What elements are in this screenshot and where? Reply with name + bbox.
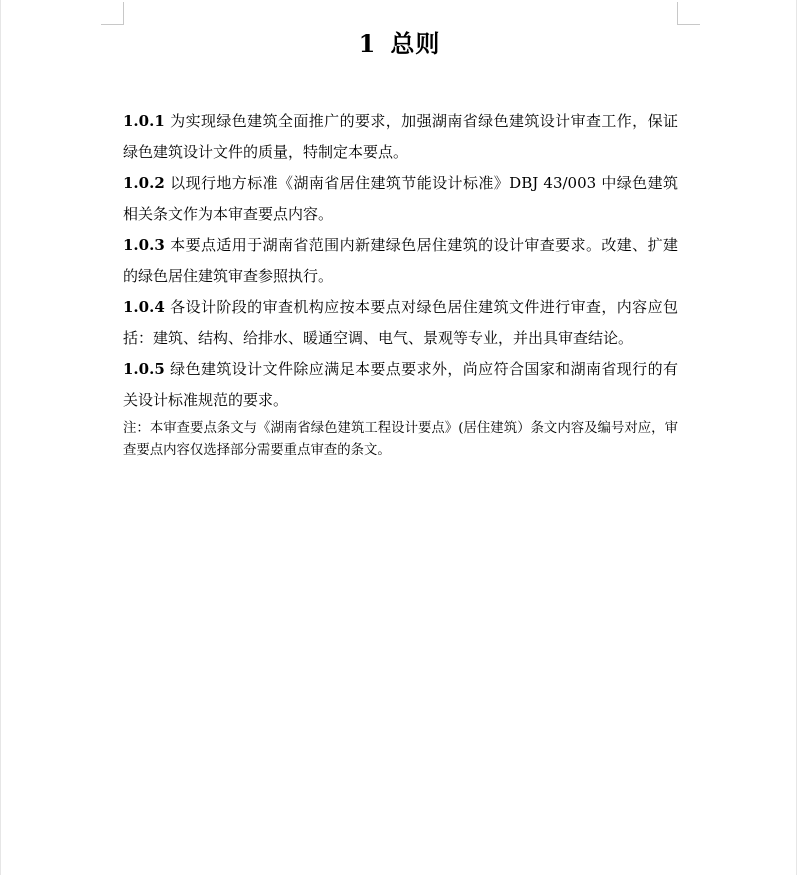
note-paragraph: 注：本审查要点条文与《湖南省绿色建筑工程设计要点》(居住建筑）条文内容及编号对应，审查要点内容仅选择部分需要重点审查的条文。 bbox=[123, 421, 678, 458]
clause-paragraph bbox=[123, 168, 678, 230]
document-body bbox=[123, 106, 678, 475]
chapter-number: 1 bbox=[358, 29, 377, 58]
clause-paragraph bbox=[123, 354, 678, 416]
clause-number: 1.0.2 bbox=[123, 174, 165, 192]
clause-number: 1.0.4 bbox=[123, 298, 165, 316]
clause-text: 本要点适用于湖南省范围内新建绿色居住建筑的设计审查要求。改建、扩建的绿色居住建筑审查参照执行。 bbox=[123, 236, 678, 285]
clause-number: 1.0.3 bbox=[123, 236, 165, 254]
clause-paragraph bbox=[123, 230, 678, 292]
chapter-title: 总则 bbox=[390, 29, 441, 58]
clause-number: 1.0.1 bbox=[123, 112, 165, 130]
clause-paragraph bbox=[123, 106, 678, 168]
clause-text: 为实现绿色建筑全面推广的要求，加强湖南省绿色建筑设计审查工作，保证绿色建筑设计文件的质量，特制定本要点。 bbox=[123, 112, 678, 161]
clause-text: 各设计阶段的审查机构应按本要点对绿色居住建筑文件进行审查，内容应包括：建筑、结构、给排水、暖通空调、电气、景观等专业，并出具审查结论。 bbox=[123, 298, 678, 347]
margin-corner-mark-top-right bbox=[677, 2, 700, 25]
margin-corner-mark-top-left bbox=[101, 2, 124, 25]
clause-text: 以现行地方标准《湖南省居住建筑节能设计标准》DBJ 43/003 中绿色建筑相关条文作为本审查要点内容。 bbox=[123, 174, 678, 223]
clause-number: 1.0.5 bbox=[123, 360, 165, 378]
clause-text: 绿色建筑设计文件除应满足本要点要求外，尚应符合国家和湖南省现行的有关设计标准规范的要求。 bbox=[123, 360, 678, 409]
clause-paragraph bbox=[123, 292, 678, 354]
chapter-heading bbox=[1, 27, 797, 61]
